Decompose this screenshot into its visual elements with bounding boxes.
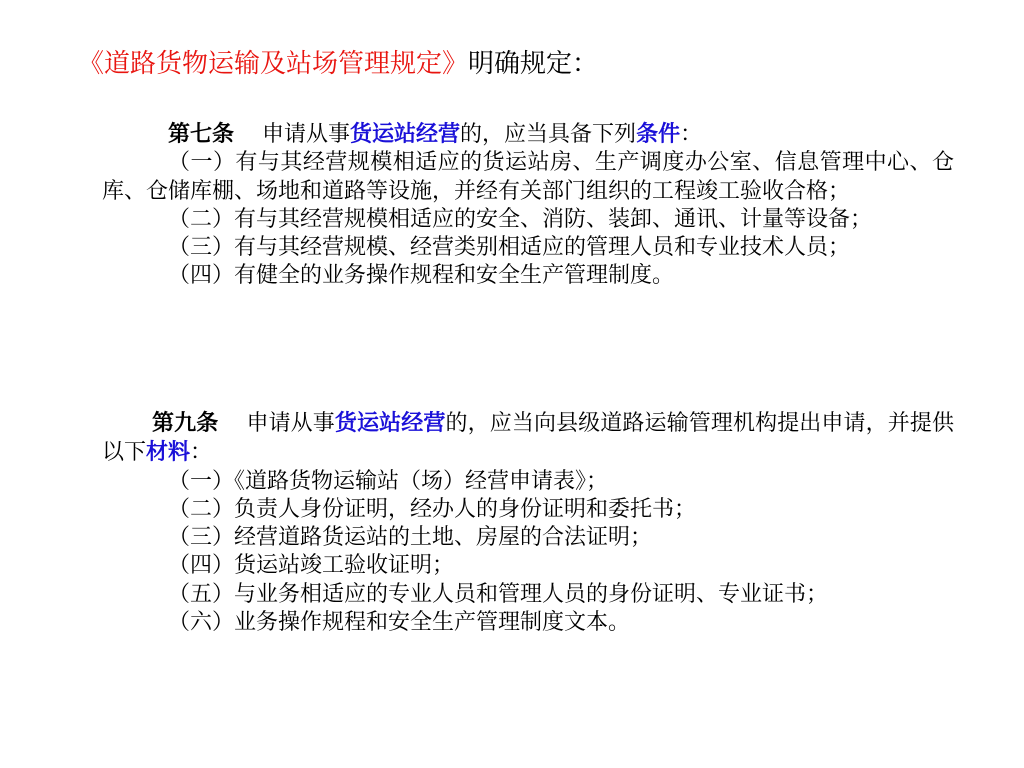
article-9-middle: 的，应当向县级道路运输管理机构提出申请，并提供以下 bbox=[102, 411, 954, 466]
title-suffix: 明确规定： bbox=[468, 49, 599, 79]
article-7-item: （一）有与其经营规模相适应的货运站房、生产调度办公室、信息管理中心、仓库、仓储库棚、场地和道路等设施，并经有关部门组织的工程竣工验收合格； bbox=[102, 150, 954, 204]
article-7-end: ： bbox=[680, 122, 703, 147]
article-9-item: （六）业务操作规程和安全生产管理制度文本。 bbox=[168, 610, 631, 636]
article-9-item: （二）负责人身份证明，经办人的身份证明和委托书； bbox=[168, 496, 697, 522]
article-9-item: （三）经营道路货运站的土地、房屋的合法证明； bbox=[168, 525, 653, 551]
article-9-materials-highlight: 材料 bbox=[146, 439, 191, 466]
article-7-item: （四）有健全的业务操作规程和安全生产管理制度。 bbox=[168, 263, 675, 289]
slide-title bbox=[78, 44, 598, 84]
article-9-item: （四）货运站竣工验收证明； bbox=[168, 553, 455, 579]
article-7 bbox=[102, 120, 954, 291]
article-7-conditions-highlight: 条件 bbox=[636, 121, 681, 147]
article-7-prefix: 申请从事 bbox=[262, 122, 351, 147]
article-7-item: （二）有与其经营规模相适应的安全、消防、装卸、通讯、计量等设备； bbox=[168, 206, 873, 232]
article-7-business-highlight: 货运站经营 bbox=[350, 121, 461, 147]
article-9-item: （五）与业务相适应的专业人员和管理人员的身份证明、专业证书； bbox=[168, 581, 829, 607]
article-9-lead bbox=[102, 409, 954, 468]
article-9-number: 第九条 bbox=[152, 410, 219, 436]
article-7-item: （三）有与其经营规模、经营类别相适应的管理人员和专业技术人员； bbox=[168, 235, 851, 261]
article-7-middle: 的，应当具备下列 bbox=[460, 122, 637, 147]
article-9-business-highlight: 货运站经营 bbox=[334, 410, 446, 436]
article-7-number: 第七条 bbox=[168, 121, 235, 147]
regulation-name: 《道路货物运输及站场管理规定》 bbox=[78, 49, 469, 79]
article-9 bbox=[102, 409, 954, 637]
article-9-item: （一）《道路货物运输站（场）经营申请表》； bbox=[168, 468, 609, 494]
article-7-lead bbox=[102, 120, 954, 149]
article-9-end: ： bbox=[190, 440, 213, 466]
article-9-prefix: 申请从事 bbox=[246, 411, 335, 436]
